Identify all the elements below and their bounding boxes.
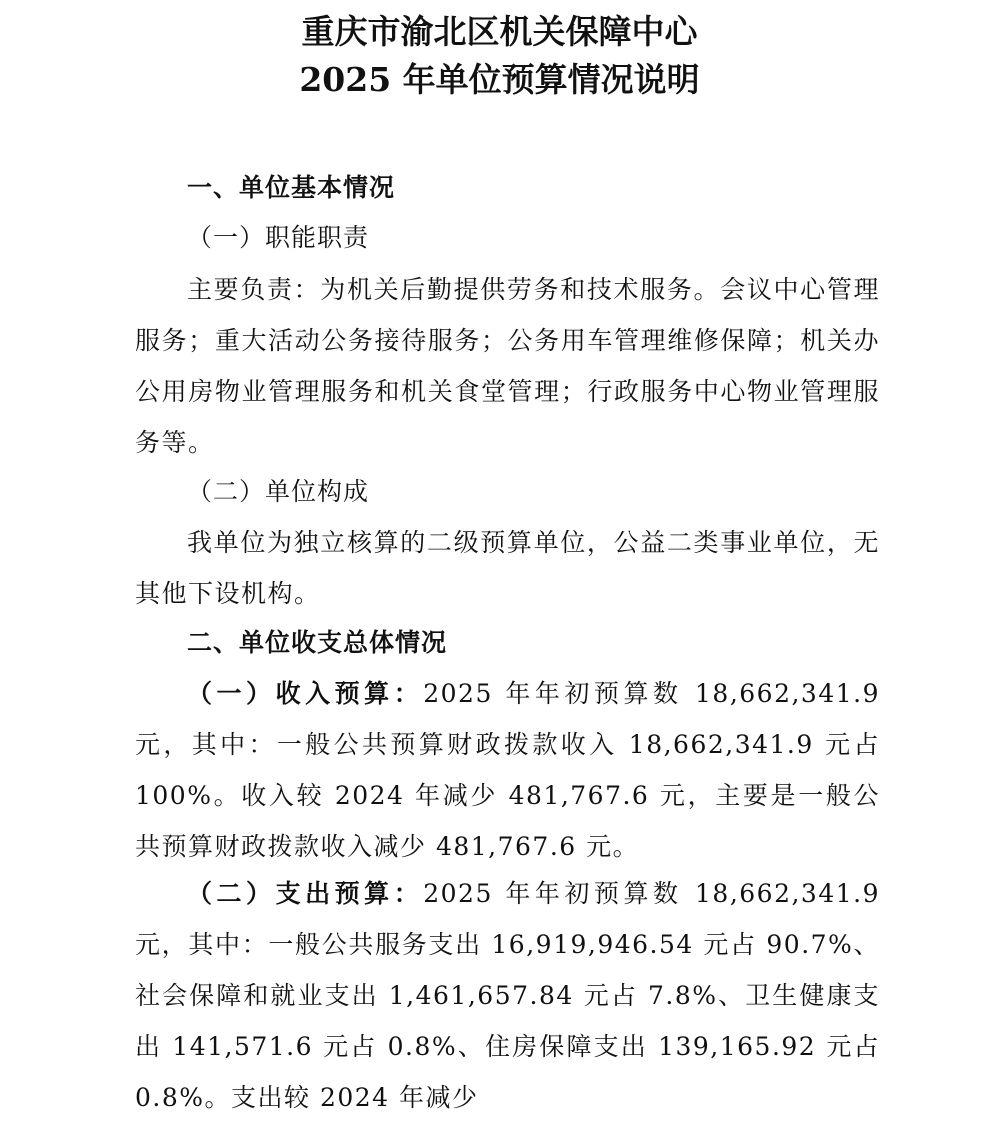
section1-sub2-text: 我单位为独立核算的二级预算单位，公益二类事业单位，无其他下设机构。 bbox=[135, 528, 880, 608]
section2-heading: 二、单位收支总体情况 bbox=[187, 628, 448, 657]
section2-sub1-label: （一）收入预算： bbox=[187, 679, 424, 708]
document-title-line2: 2025 年单位预算情况说明 bbox=[299, 60, 700, 99]
section1-sub1-text: 主要负责：为机关后勤提供劳务和技术服务。会议中心管理服务；重大活动公务接待服务；公务用车管理维修保障；机关办公用房物业管理服务和机关食堂管理；行政服务中心物业管理服务等。 bbox=[135, 275, 880, 457]
section1-heading: 一、单位基本情况 bbox=[187, 173, 396, 202]
section2-sub1-text: 2025 年年初预算数 18,662,341.9 元，其中：一般公共预算财政拨款收入 18,662,341.9 元占 100%。收入较 2024 年减少 481,767.6 元，主要是一般公共预算财政拨款收入减少 481,767.6 元。 bbox=[135, 679, 880, 861]
section1-sub1-heading: （一）职能职责 bbox=[187, 223, 370, 252]
section2-sub2-text: 2025 年年初预算数 18,662,341.9 元，其中：一般公共服务支出 16,919,946.54 元占 90.7%、社会保障和就业支出 1,461,657.84 元占 7.8%、卫生健康支出 141,571.6 元占 0.8%、住房保障支出 139,165.92 元占 0.8%。支出较 2024 年减少 bbox=[135, 879, 880, 1112]
document-title-line1: 重庆市渝北区机关保障中心 bbox=[301, 12, 698, 51]
section2-sub2-label: （二）支出预算： bbox=[187, 879, 424, 908]
section2-sub1-paragraph bbox=[135, 668, 880, 872]
section2-sub2-paragraph bbox=[135, 868, 880, 1123]
section1-sub2-heading: （二）单位构成 bbox=[187, 477, 370, 506]
